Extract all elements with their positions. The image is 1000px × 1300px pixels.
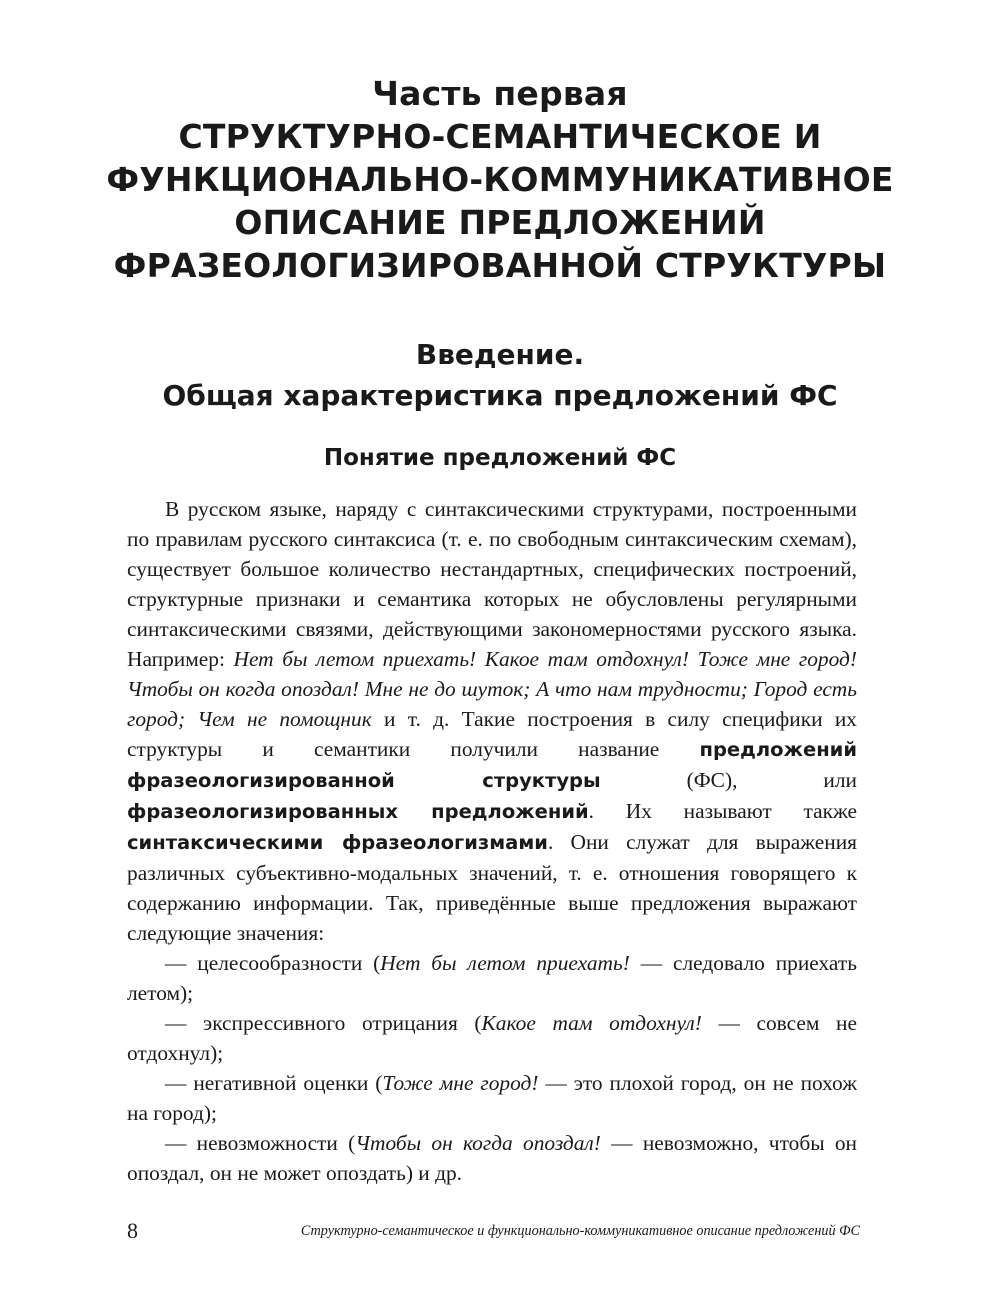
text-run: и т. д. Такие построения в силу специфики их структуры и семантики получили название [127,707,857,761]
example-sentences: Нет бы летом приехать! Какое там отдохнул! Тоже мне город! Чтобы он когда опоздал! Мне не до шуток; А что нам трудности; Город есть город; Чем не помощник [127,647,857,731]
text-run: (ФС), или [600,768,857,792]
term-bold: синтаксическими фразеологизмами [127,831,548,854]
list-item-example: Чтобы он когда опоздал! [355,1131,601,1155]
list-item-pre: — невозможности ( [165,1131,356,1155]
list-item-post: — следовало приехать летом); [127,951,857,1005]
list-item [127,948,857,1008]
part-heading-line: СТРУКТУРНО-СЕМАНТИЧЕСКОЕ И [178,117,822,156]
list-item-example: Тоже мне город! [382,1071,539,1095]
intro-heading-line: Введение. [415,338,585,371]
list-item-example: Нет бы летом приехать! [380,951,630,975]
part-heading-line: ОПИСАНИЕ ПРЕДЛОЖЕНИЙ [234,203,766,242]
list-item [127,1068,857,1128]
list-item [127,1128,857,1188]
text-run: . Их называют также [588,799,857,823]
list-item-example: Какое там отдохнул! [481,1011,702,1035]
list-item-pre: — целесообразности ( [165,951,381,975]
page-number: 8 [127,1218,138,1243]
part-heading-line: Часть первая [372,74,628,113]
list-item-post: — это плохой город, он не похож на город); [127,1071,858,1125]
intro-heading [80,334,920,416]
part-heading-line: ФУНКЦИОНАЛЬНО-КОММУНИКАТИВНОЕ [106,160,894,199]
text-run: В русском языке, наряду с синтаксическими структурами, построенными по правилам русского синтаксиса (т. е. по свободным синтаксическим схемам), существует большое количество нестандартных, специфических построений, структурные признаки и семантика которых не обусловлены регулярными синтаксическими связями, действующими закономерностями русского языка. Например: [127,497,857,671]
part-heading [80,72,920,287]
list-item-pre: — негативной оценки ( [165,1071,383,1095]
body-text [127,494,857,1188]
running-title: Структурно-семантическое и функционально-коммуникативное описание предложений ФС [300,1223,860,1239]
list-item [127,1008,857,1068]
part-heading-line: ФРАЗЕОЛОГИЗИРОВАННОЙ СТРУКТУРЫ [113,246,887,285]
term-bold: предложений фразеологизированной структуры [127,738,857,792]
intro-heading-line: Общая характеристика предложений ФС [162,379,838,412]
paragraph [127,494,857,948]
section-heading: Понятие предложений ФС [323,445,677,471]
list-item-post: — невозможно, чтобы он опоздал, он не может опоздать) и др. [127,1131,858,1185]
list-item-pre: — экспрессивного отрицания ( [165,1011,482,1035]
list-item-post: — совсем не отдохнул); [127,1011,857,1065]
term-bold: фразеологизированных предложений [127,800,589,823]
page-footer [127,1216,860,1246]
text-run: . Они служат для выражения различных субъективно-модальных значений, т. е. отношения говорящего к содержанию информации. Так, приведённые выше предложения выражают следующие значения: [127,830,857,945]
